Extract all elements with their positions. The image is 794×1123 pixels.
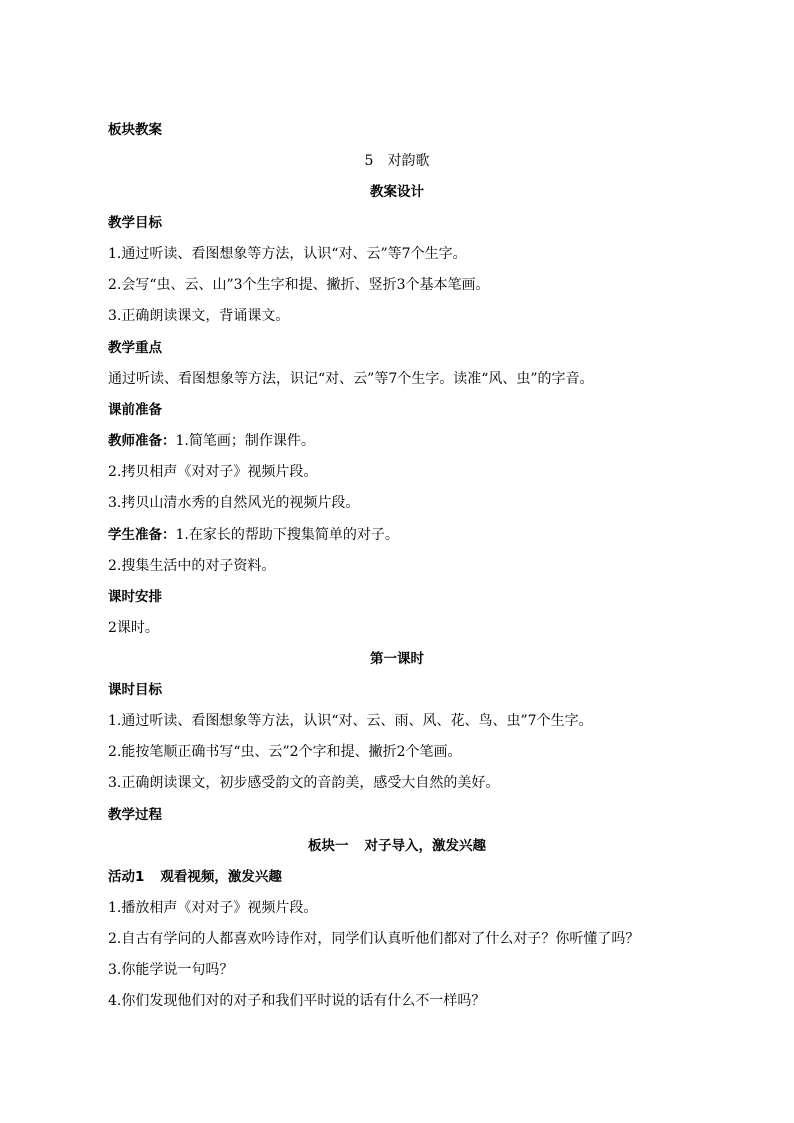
block-title [108, 836, 686, 856]
lesson-title [108, 151, 686, 171]
lesson1-goals-heading: 课时目标 [108, 682, 162, 698]
step-item: 2.自古有学问的人都喜欢吟诗作对，同学们认真听他们都对了什么对子？你听懂了吗？ [108, 931, 640, 947]
schedule-text: 2课时。 [108, 620, 159, 636]
lesson1-goal-item: 3.正确朗读课文，初步感受韵文的音韵美，感受大自然的美好。 [108, 775, 500, 791]
step-item: 3.你能学说一句吗？ [108, 962, 234, 978]
prep-heading: 课前准备 [108, 402, 162, 418]
doc-header: 板块教案 [108, 122, 162, 138]
block-name: 对子导入，激发兴趣 [364, 838, 486, 854]
lesson-number: 5 [364, 153, 374, 169]
activity-name: 观看视频，激发兴趣 [160, 869, 282, 885]
block-label: 板块一 [308, 838, 349, 854]
process-heading: 教学过程 [108, 807, 162, 823]
schedule-heading: 课时安排 [108, 589, 162, 605]
lesson-name: 对韵歌 [387, 153, 430, 169]
student-prep-item: 2.搜集生活中的对子资料。 [108, 558, 276, 574]
step-item: 4.你们发现他们对的对子和我们平时说的话有什么不一样吗？ [108, 993, 486, 1009]
lesson1-goal-item: 1.通过听读、看图想象等方法，认识“对、云、雨、风、花、鸟、虫”7个生字。 [108, 713, 593, 729]
design-title: 教案设计 [370, 184, 424, 200]
goal-item: 3.正确朗读课文，背诵课文。 [108, 308, 290, 324]
focus-heading: 教学重点 [108, 340, 162, 356]
student-prep-label: 学生准备： [108, 527, 176, 543]
goal-item: 1.通过听读、看图想象等方法，认识“对、云”等7个生字。 [108, 246, 467, 262]
teacher-prep [108, 431, 686, 451]
student-prep-item: 1.在家长的帮助下搜集简单的对子。 [175, 527, 399, 543]
activity-label: 活动1 [108, 869, 145, 885]
student-prep [108, 525, 686, 545]
focus-text: 通过听读、看图想象等方法，识记“对、云”等7个生字。读准“风、虫”的字音。 [108, 371, 594, 387]
goals-heading: 教学目标 [108, 215, 162, 231]
teacher-prep-item: 3.拷贝山清水秀的自然风光的视频片段。 [108, 495, 360, 511]
activity-title [108, 867, 686, 887]
goal-item: 2.会写“虫、云、山”3个生字和提、撇折、竖折3个基本笔画。 [108, 277, 490, 293]
step-item: 1.播放相声《对对子》视频片段。 [108, 900, 318, 916]
lesson1-title: 第一课时 [370, 651, 424, 667]
teacher-prep-item: 1.简笔画；制作课件。 [175, 433, 315, 449]
teacher-prep-item: 2.拷贝相声《对对子》视频片段。 [108, 464, 318, 480]
teacher-prep-label: 教师准备： [108, 433, 176, 449]
lesson1-goal-item: 2.能按笔顺正确书写“虫、云”2个字和提、撇折2个笔画。 [108, 744, 462, 760]
